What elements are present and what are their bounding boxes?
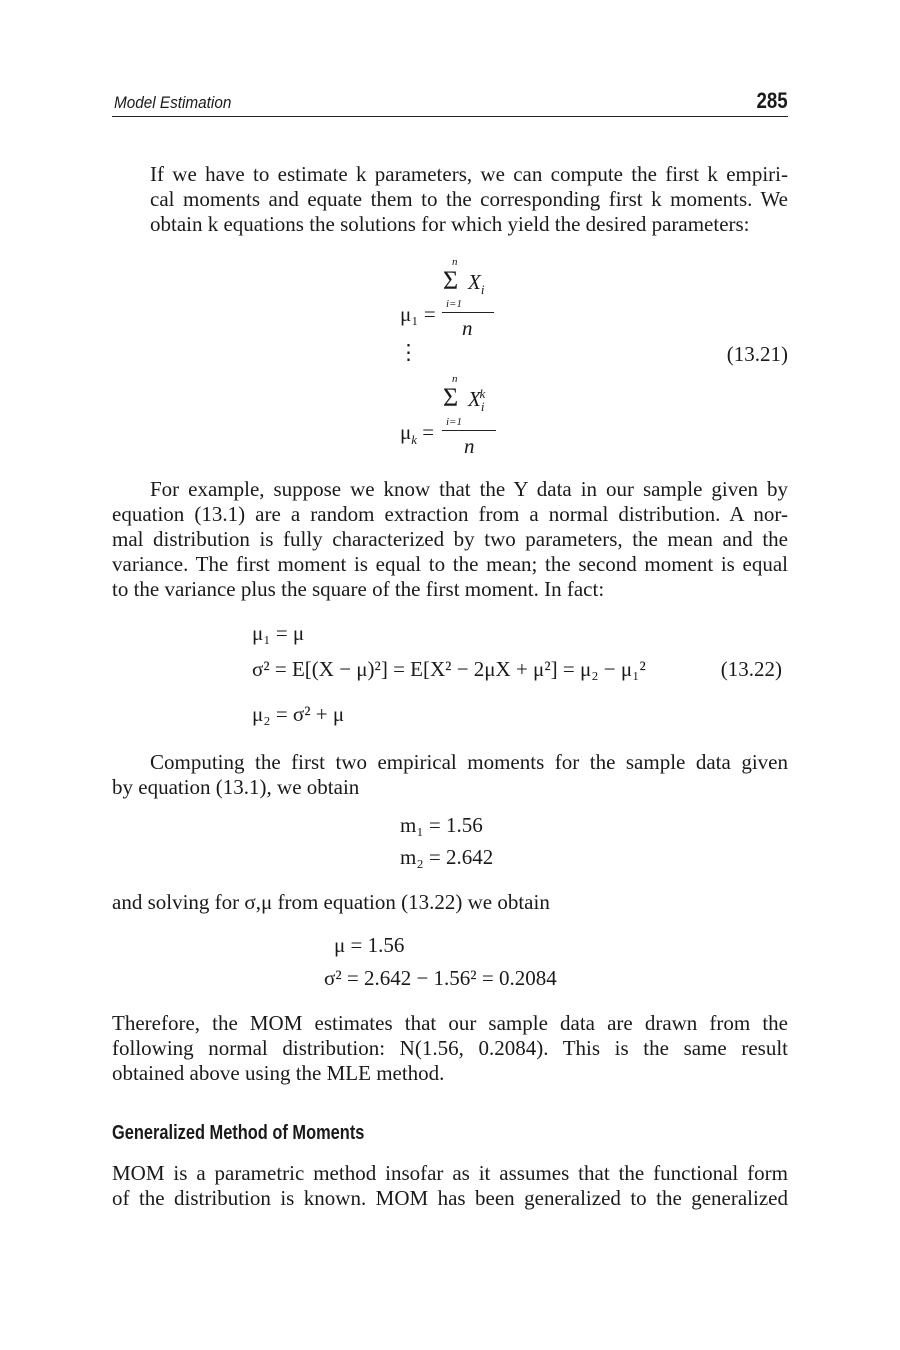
equation-row: μ₂ = σ² + μ (252, 702, 345, 726)
paragraph-line: variance. The first moment is equal to the mean; the second moment is equal (112, 552, 788, 576)
paragraph-line: If we have to estimate k parameters, we can compute the first k empiri- (150, 162, 788, 186)
paragraph-gmm (112, 1161, 788, 1211)
denominator: n (462, 316, 473, 340)
sum-upper-limit: n (452, 256, 458, 268)
paragraph-line: of the distribution is known. MOM has been generalized to the generalized (112, 1186, 788, 1210)
equation-number: (13.22) (720, 657, 782, 681)
equation-row: μ₁ = μ (252, 621, 305, 645)
muk-label: $\mu_k$ = (400, 420, 435, 448)
running-head (112, 90, 788, 117)
section-heading: Generalized Method of Moments (112, 1122, 365, 1144)
mu1-label: μ₁ = (400, 302, 436, 326)
sum-lower-limit: i=1 (446, 298, 462, 310)
paragraph-line: obtain k equations the solutions for which yield the desired parameters: (150, 212, 750, 236)
sum-lower-limit: i=1 (446, 416, 462, 428)
denominator: n (464, 434, 475, 458)
paragraph-line: and solving for σ,μ from equation (13.22) we obtain (112, 890, 550, 914)
equation-number: (13.21) (726, 342, 788, 366)
paragraph-line: Computing the first two empirical moments for the sample data given (150, 750, 788, 774)
paragraph-line: by equation (13.1), we obtain (112, 775, 360, 799)
paragraph-line: following normal distribution: N(1.56, 0.2084). This is the same result (112, 1036, 788, 1060)
sum-symbol: Σ (443, 266, 459, 295)
fraction-bar (442, 312, 494, 313)
paragraph-intro (112, 162, 788, 237)
paragraph-line: For example, suppose we know that the Y data in our sample given by (150, 477, 788, 501)
sum-symbol: Σ (443, 383, 459, 412)
sum-upper-limit: n (452, 373, 458, 385)
chapter-title: Model Estimation (114, 93, 232, 112)
paragraph-line: MOM is a parametric method insofar as it assumes that the functional form (112, 1161, 788, 1185)
equation-row: m₂ = 2.642 (400, 845, 494, 869)
paragraph-line: mal distribution is fully characterized by two parameters, the mean and the (112, 527, 788, 551)
equation-row: σ² = 2.642 − 1.56² = 0.2084 (324, 966, 557, 990)
paragraph-conclusion (112, 1011, 788, 1086)
paragraph-computing (112, 750, 788, 800)
equation-row: m₁ = 1.56 (400, 813, 483, 837)
paragraph-line: Therefore, the MOM estimates that our sample data are drawn from the (112, 1011, 788, 1035)
paragraph-line: obtained above using the MLE method. (112, 1061, 445, 1085)
equation-row: μ = 1.56 (334, 933, 405, 957)
paragraph-solving (112, 890, 788, 915)
sum-term: $X_i$ (468, 270, 485, 298)
equation-row: σ² = E[(X − μ)²] = E[X² − 2μX + μ²] = μ₂ − μ₁² (252, 657, 646, 681)
paragraph-example (112, 477, 788, 602)
page-number: 285 (756, 88, 788, 113)
paragraph-line: cal moments and equate them to the corresponding first k moments. We (150, 187, 788, 211)
sum-term: $X_i^k$ (468, 386, 486, 415)
paragraph-line: to the variance plus the square of the first moment. In fact: (112, 577, 605, 601)
paragraph-line: equation (13.1) are a random extraction from a normal distribution. A nor- (112, 502, 788, 526)
vertical-ellipsis: ⋮ (398, 340, 419, 364)
fraction-bar (442, 430, 496, 431)
